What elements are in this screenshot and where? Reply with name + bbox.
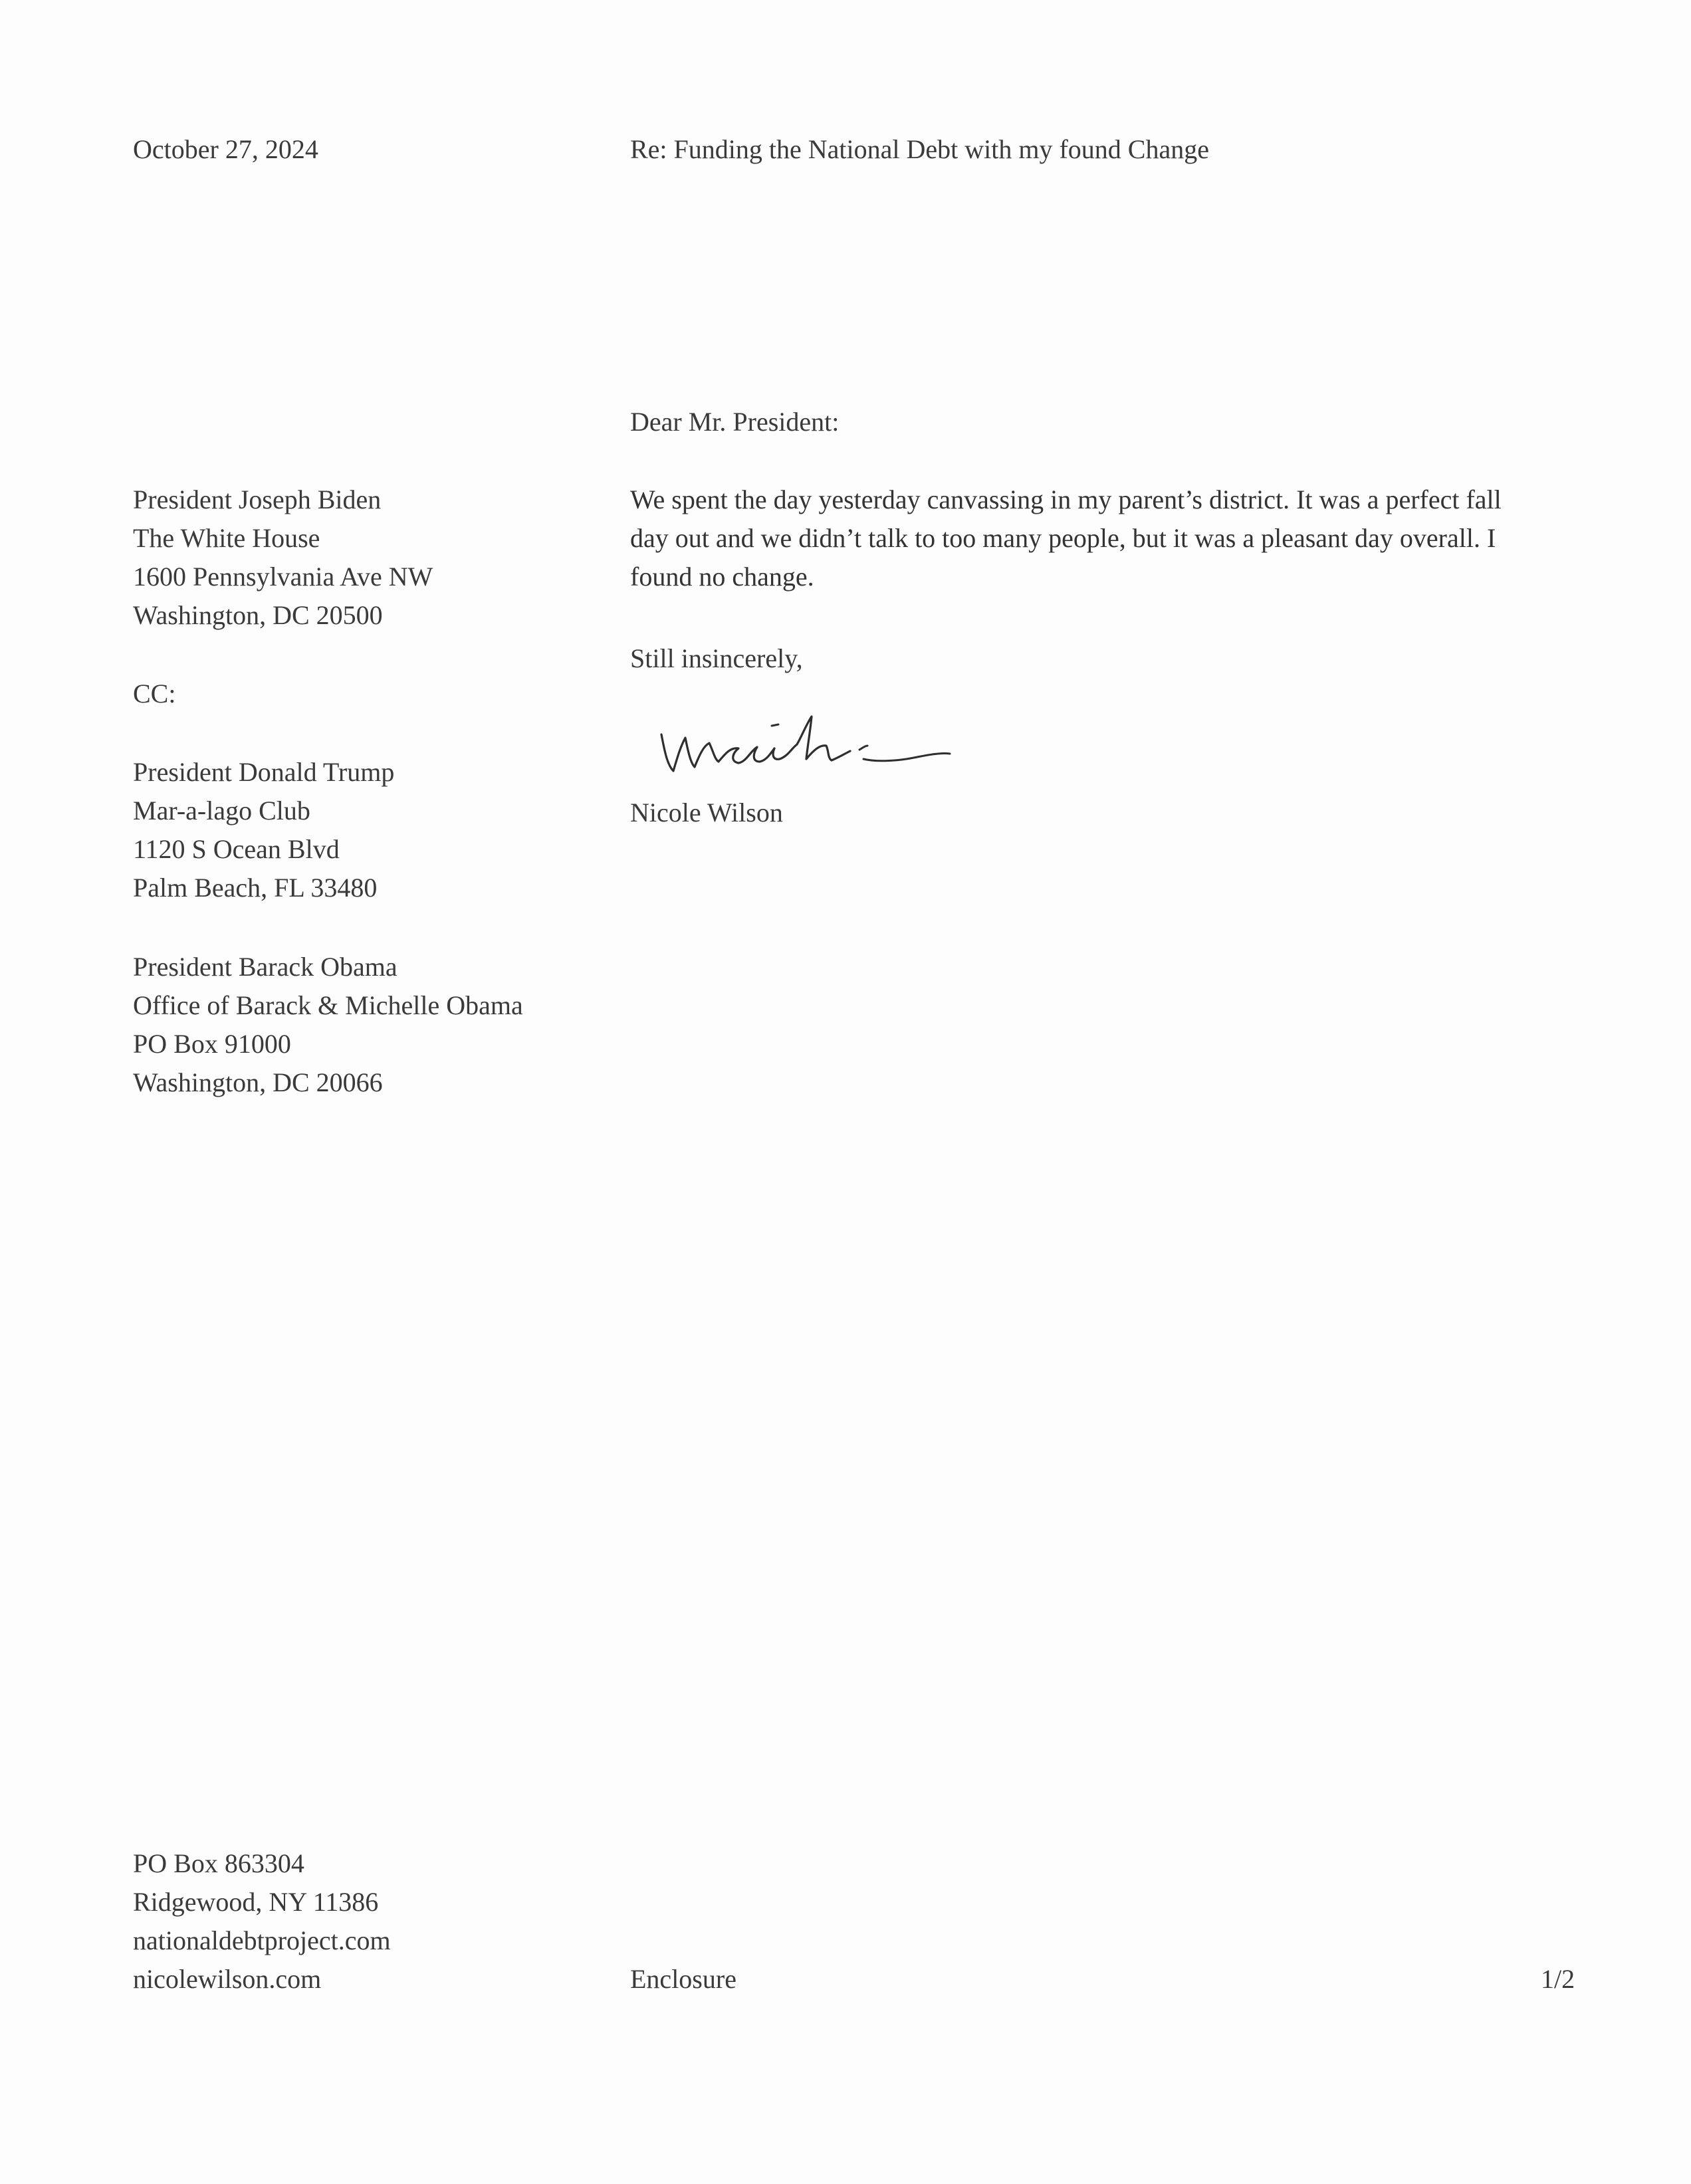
recipient-org: The White House (133, 523, 320, 553)
cc-name: President Donald Trump (133, 757, 395, 787)
enclosure-note: Enclosure (630, 1964, 736, 1994)
cc-label: CC: (133, 679, 176, 709)
sender-po-box: PO Box 863304 (133, 1848, 304, 1878)
cc-address-2 (133, 948, 523, 1102)
sender-website-2: nicolewilson.com (133, 1964, 322, 1994)
sender-website-1: nationaldebtproject.com (133, 1925, 391, 1955)
recipient-name: President Joseph Biden (133, 485, 382, 514)
cc-city: Washington, DC 20066 (133, 1067, 383, 1097)
cc-street: 1120 S Ocean Blvd (133, 834, 340, 864)
cc-street: PO Box 91000 (133, 1029, 291, 1059)
cc-address-1 (133, 753, 394, 907)
closing: Still insincerely, (630, 643, 803, 673)
signature-name: Nicole Wilson (630, 798, 783, 827)
recipient-city: Washington, DC 20500 (133, 600, 383, 630)
cc-name: President Barack Obama (133, 952, 397, 982)
recipient-street: 1600 Pennsylvania Ave NW (133, 562, 433, 592)
letter-subject: Re: Funding the National Debt with my found Change (630, 134, 1209, 164)
letter-body: We spent the day yesterday canvassing in my parent’s district. It was a perfect fall day out and we didn’t talk to too many people, but it was a pleasant day overall. I found no change. (630, 485, 1502, 592)
letter-date: October 27, 2024 (133, 134, 318, 164)
salutation: Dear Mr. President: (630, 407, 840, 437)
cc-org: Mar-a-lago Club (133, 796, 310, 825)
handwritten-signature (648, 685, 980, 791)
cc-org: Office of Barack & Michelle Obama (133, 990, 523, 1020)
sender-city: Ridgewood, NY 11386 (133, 1887, 379, 1917)
recipient-address (133, 481, 433, 635)
sender-address (133, 1844, 391, 1999)
cc-city: Palm Beach, FL 33480 (133, 873, 378, 903)
page-number: 1/2 (1541, 1964, 1575, 1994)
